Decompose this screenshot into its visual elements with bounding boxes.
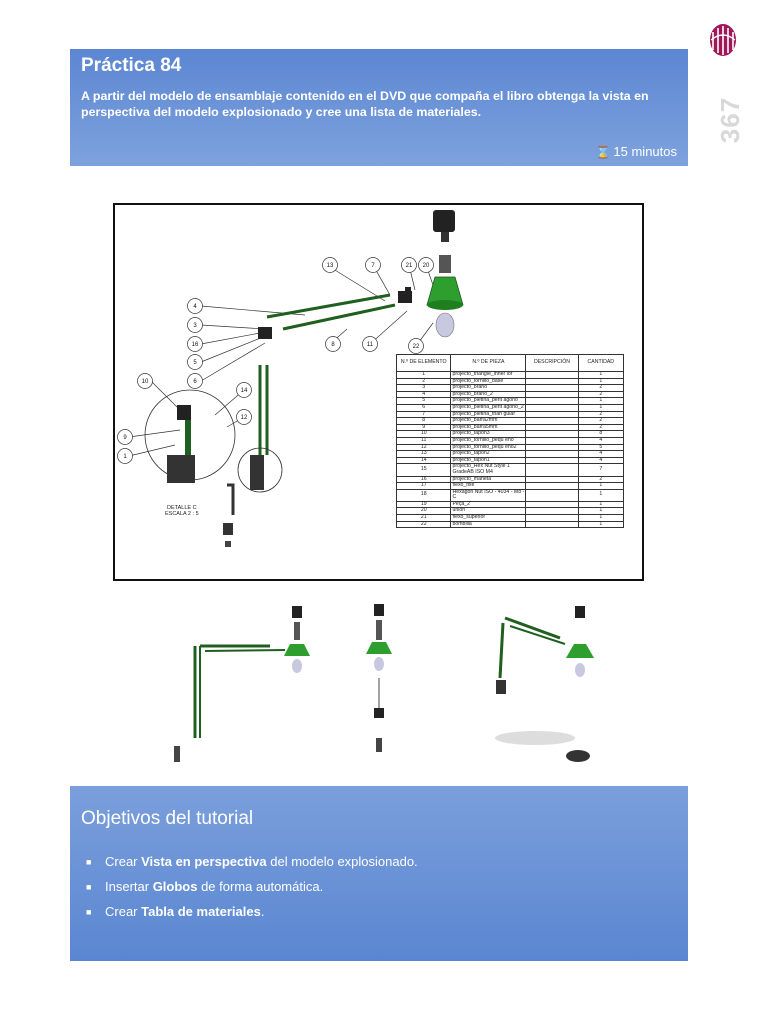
- bom-header-cantidad: CANTIDAD: [578, 355, 623, 372]
- bom-cell-pieza: projecto_tapon2: [451, 451, 526, 458]
- objective-bold-text: Vista en perspectiva: [141, 854, 267, 869]
- svg-text:22: 22: [412, 344, 420, 350]
- bom-cell-elemento: 2: [397, 378, 451, 385]
- bom-cell-elemento: 21: [397, 515, 451, 522]
- bom-cell-cantidad: 1: [578, 515, 623, 522]
- bom-cell-cantidad: 2: [578, 411, 623, 418]
- bom-cell-elemento: 18: [397, 489, 451, 501]
- page-number: 367: [715, 96, 745, 144]
- hourglass-icon: ⌛: [595, 145, 611, 159]
- svg-text:21: 21: [405, 263, 413, 269]
- bom-cell-pieza: projecto_tornillo_base: [451, 378, 526, 385]
- bom-row: [397, 457, 624, 464]
- bom-cell-cantidad: 2: [578, 476, 623, 483]
- bom-cell-pieza: projecto_pletina_pent agono: [451, 398, 526, 405]
- bom-cell-cantidad: 1: [578, 501, 623, 508]
- bom-cell-pieza: Hexagon Nut ISO - 4034 - M8 - C: [452, 488, 525, 501]
- bom-cell-cantidad: 2: [578, 424, 623, 431]
- bom-row: [397, 418, 624, 425]
- bom-row: [397, 444, 624, 451]
- bom-cell-cantidad: 2: [578, 385, 623, 392]
- bom-cell-pieza: bombilla: [451, 521, 526, 528]
- bom-cell-elemento: 9: [397, 424, 451, 431]
- bom-cell-descripcion: [526, 431, 578, 438]
- bom-cell-pieza: projecto_pletina_pent agono_2: [451, 404, 526, 411]
- bom-cell-pieza: projecto_pletina_trian gular: [451, 411, 526, 418]
- svg-text:12: 12: [240, 415, 248, 421]
- bom-row: [397, 489, 624, 501]
- svg-text:10: 10: [141, 379, 149, 385]
- bom-cell-pieza: projecto_brano: [451, 385, 526, 392]
- bom-cell-pieza: Peça_2: [451, 501, 526, 508]
- bom-cell-descripcion: [526, 424, 578, 431]
- detail-scale: ESCALA 2 : 5: [165, 511, 199, 517]
- practice-title: Práctica 84: [81, 55, 182, 76]
- publisher-logo-icon: [708, 18, 738, 58]
- bom-cell-pieza: projecto_triangle_inner ior: [451, 372, 526, 379]
- objective-item: [81, 904, 678, 919]
- bom-cell-cantidad: 1: [578, 372, 623, 379]
- bom-row: [397, 378, 624, 385]
- bom-cell-elemento: 11: [397, 437, 451, 444]
- bom-cell-cantidad: 1: [578, 521, 623, 528]
- bom-cell-elemento: 17: [397, 483, 451, 490]
- svg-text:11: 11: [366, 342, 374, 348]
- bom-cell-elemento: 6: [397, 404, 451, 411]
- svg-text:9: 9: [123, 435, 127, 441]
- bom-row: [397, 385, 624, 392]
- bom-cell-elemento: 10: [397, 431, 451, 438]
- bom-cell-descripcion: [526, 404, 578, 411]
- bom-cell-pieza: projecto_barra5mm: [451, 424, 526, 431]
- detail-title: DETALLE C: [167, 505, 197, 511]
- bom-cell-descripcion: [526, 483, 578, 490]
- bom-cell-descripcion: [526, 398, 578, 405]
- objectives-box: [70, 786, 688, 961]
- bom-header-descripcion: DESCRIPCIÓN: [526, 355, 578, 372]
- bom-cell-pieza: projecto_Hex Nut Style 1 GradeAB ISO M4: [451, 464, 526, 476]
- objective-item: [81, 879, 678, 894]
- bom-cell-elemento: 13: [397, 451, 451, 458]
- bom-cell-elemento: 14: [397, 457, 451, 464]
- bom-cell-descripcion: [526, 457, 578, 464]
- perspective-views-illustration: [160, 598, 620, 773]
- bom-header-pieza: N.º DE PIEZA: [451, 355, 526, 372]
- bom-cell-pieza: projecto_tornillo_pequ eño: [451, 437, 526, 444]
- bom-cell-cantidad: 4: [578, 451, 623, 458]
- bom-cell-descripcion: [526, 437, 578, 444]
- bom-cell-cantidad: 1: [578, 489, 623, 501]
- objective-text: Insertar: [105, 879, 153, 894]
- bom-cell-pieza: projecto_barra2mm: [451, 418, 526, 425]
- bom-cell-cantidad: 2: [578, 418, 623, 425]
- bom-cell-descripcion: [526, 372, 578, 379]
- bullet-icon: ■: [86, 882, 92, 892]
- bom-header-elemento: N.º DE ELEMENTO: [397, 355, 451, 372]
- bom-cell-descripcion: [526, 521, 578, 528]
- bom-cell-elemento: 20: [397, 508, 451, 515]
- svg-text:16: 16: [191, 342, 199, 348]
- exploded-view-drawing: [113, 203, 644, 581]
- bom-cell-pieza: unión: [451, 508, 526, 515]
- bom-row: [397, 515, 624, 522]
- svg-text:1: 1: [123, 454, 127, 460]
- bom-cell-elemento: 19: [397, 501, 451, 508]
- bom-row: [397, 501, 624, 508]
- objective-text: Crear: [105, 854, 142, 869]
- bom-cell-cantidad: 7: [578, 464, 623, 476]
- practice-header: [70, 49, 688, 166]
- objective-text: de forma automática.: [197, 879, 324, 894]
- bom-cell-pieza: projecto_tapon3: [451, 431, 526, 438]
- bom-cell-descripcion: [526, 476, 578, 483]
- svg-text:4: 4: [193, 304, 197, 310]
- bom-row: [397, 521, 624, 528]
- svg-text:13: 13: [326, 263, 334, 269]
- bom-cell-descripcion: [526, 418, 578, 425]
- bullet-icon: ■: [86, 907, 92, 917]
- svg-text:6: 6: [193, 379, 197, 385]
- bom-cell-descripcion: [526, 464, 578, 476]
- bom-cell-descripcion: [526, 489, 578, 501]
- bom-row: [397, 411, 624, 418]
- bom-cell-elemento: 3: [397, 385, 451, 392]
- bom-cell-elemento: 16: [397, 476, 451, 483]
- bom-cell-descripcion: [526, 451, 578, 458]
- objective-text: Crear: [105, 904, 142, 919]
- bom-cell-pieza: projecto_tapon1: [451, 457, 526, 464]
- perspective-view-middle: [366, 604, 392, 752]
- bom-cell-cantidad: 2: [578, 391, 623, 398]
- bom-row: [397, 424, 624, 431]
- perspective-view-right: [495, 606, 594, 762]
- bom-cell-cantidad: 1: [578, 404, 623, 411]
- objectives-list: [81, 854, 678, 919]
- objective-text: .: [260, 904, 265, 919]
- bom-cell-cantidad: 5: [578, 444, 623, 451]
- bom-cell-elemento: 1: [397, 372, 451, 379]
- svg-text:5: 5: [193, 360, 197, 366]
- bom-cell-cantidad: 1: [578, 378, 623, 385]
- bom-cell-descripcion: [526, 508, 578, 515]
- bom-cell-descripcion: [526, 385, 578, 392]
- bom-cell-descripcion: [526, 515, 578, 522]
- duration-label: [595, 144, 677, 159]
- bom-cell-pieza: projecto_maneta: [451, 476, 526, 483]
- bom-row: [397, 372, 624, 379]
- bom-cell-elemento: 8: [397, 418, 451, 425]
- bom-cell-descripcion: [526, 411, 578, 418]
- bom-row: [397, 476, 624, 483]
- objective-bold-text: Globos: [152, 879, 198, 894]
- bom-cell-elemento: 15: [397, 464, 451, 476]
- bullet-icon: ■: [86, 857, 92, 867]
- bom-cell-elemento: 4: [397, 391, 451, 398]
- duration-text: 15 minutos: [613, 144, 677, 159]
- bom-cell-elemento: 22: [397, 521, 451, 528]
- svg-text:7: 7: [371, 263, 375, 269]
- bom-cell-elemento: 5: [397, 398, 451, 405]
- bom-row: [397, 508, 624, 515]
- bill-of-materials-table: [396, 354, 624, 528]
- bom-cell-descripcion: [526, 444, 578, 451]
- bom-cell-pieza: projecto_brano_2: [451, 391, 526, 398]
- objective-text: del modelo explosionado.: [266, 854, 418, 869]
- bom-cell-descripcion: [526, 501, 578, 508]
- bom-cell-elemento: 7: [397, 411, 451, 418]
- bom-cell-cantidad: 1: [578, 398, 623, 405]
- bom-cell-cantidad: 8: [578, 431, 623, 438]
- bom-cell-pieza: flexo_superior: [451, 515, 526, 522]
- svg-text:8: 8: [331, 342, 335, 348]
- practice-description: A partir del modelo de ensamblaje contenido en el DVD que compaña el libro obtenga la vista en perspectiva del modelo explosionado y cree una lista de materiales.: [81, 89, 649, 119]
- objective-item: [81, 854, 678, 869]
- bom-cell-pieza: flexo_fixe: [451, 483, 526, 490]
- bom-row: [397, 451, 624, 458]
- detail-label: [165, 505, 199, 517]
- bom-cell-cantidad: 1: [578, 508, 623, 515]
- bom-cell-cantidad: 4: [578, 457, 623, 464]
- bom-cell-cantidad: 1: [578, 483, 623, 490]
- bom-cell-descripcion: [526, 391, 578, 398]
- bom-cell-cantidad: 4: [578, 437, 623, 444]
- objective-bold-text: Tabla de materiales: [141, 904, 261, 919]
- objectives-title: Objetivos del tutorial: [81, 808, 254, 829]
- bom-row: [397, 464, 624, 476]
- svg-text:20: 20: [422, 263, 430, 269]
- bom-header-row: [397, 355, 624, 372]
- bom-cell-elemento: 12: [397, 444, 451, 451]
- bom-body: [397, 372, 624, 528]
- perspective-view-left: [174, 606, 310, 762]
- svg-text:14: 14: [240, 388, 248, 394]
- bom-cell-descripcion: [526, 378, 578, 385]
- bom-cell-pieza: projecto_tornillo_pequ eño2: [451, 444, 526, 451]
- svg-text:3: 3: [193, 323, 197, 329]
